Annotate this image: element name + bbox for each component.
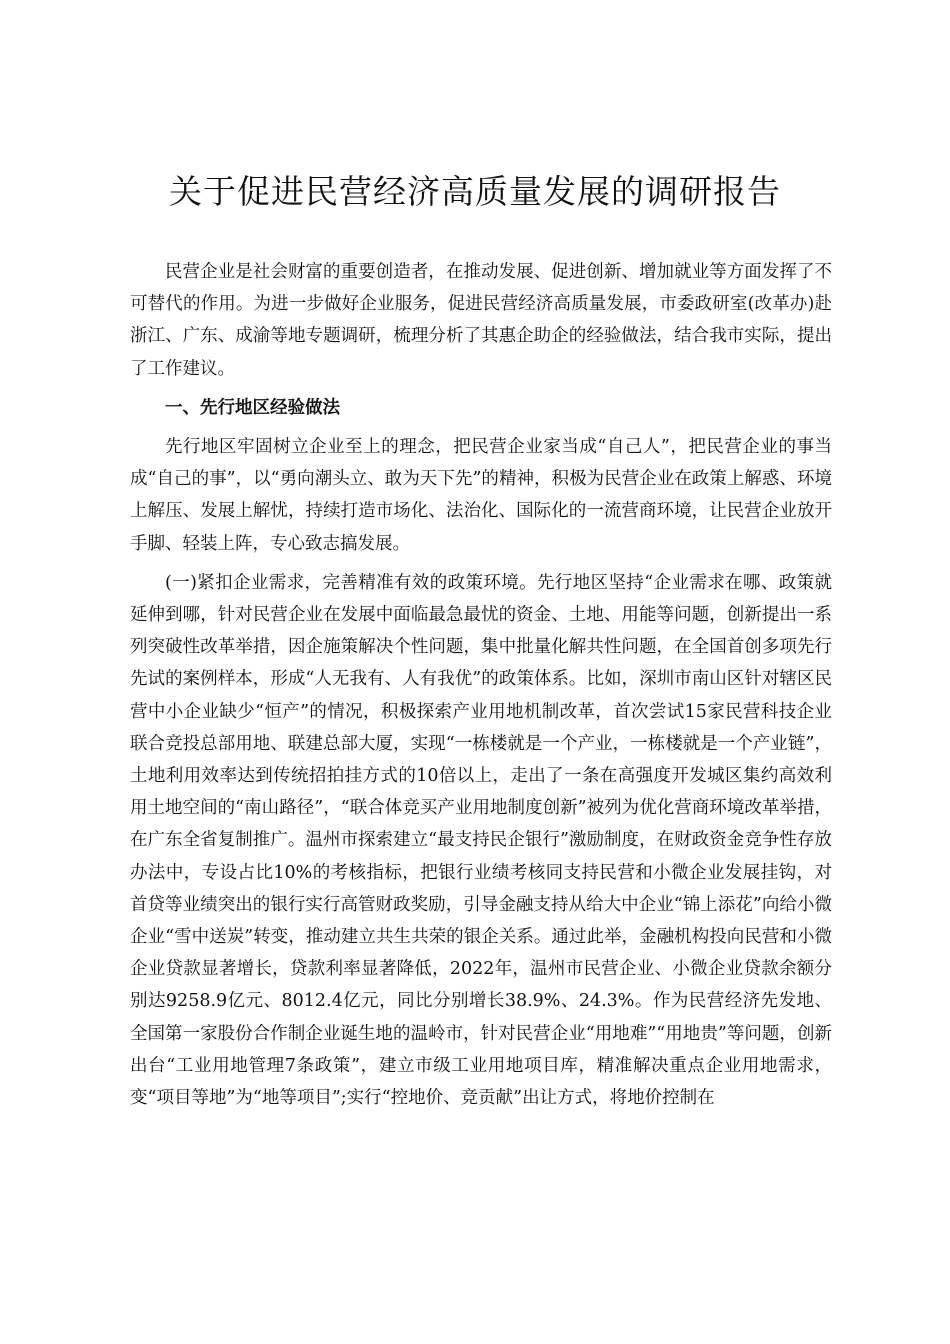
section-1-paragraph-2: (一)紧扣企业需求，完善精准有效的政策环境。先行地区坚持“企业需求在哪、政策就延伸到哪，针对民营企业在发展中面临最急最忧的资金、土地、用能等问题，创新提出一系列突破性改革举措，因企施策解决个性问题，集中批量化解共性问题，在全国首创多项先行先试的案例样本，形成“人无我有、人有我优”的政策体系。比如，深圳市南山区针对辖区民营中小企业缺少“恒产”的情况，积极探索产业用地机制改革，首次尝试15家民营科技企业联合竞投总部用地、联建总部大厦，实现“一栋楼就是一个产业，一栋楼就是一个产业链”，土地利用效率达到传统招拍挂方式的10倍以上，走出了一条在高强度开发城区集约高效利用土地空间的“南山路径”，“联合体竞买产业用地制度创新”被列为优化营商环境改革举措，在广东全省复制推广。温州市探索建立“最支持民企银行”激励制度，在财政资金竞争性存放办法中，专设占比10%的考核指标，把银行业绩考核同支持民营和小微企业发展挂钩，对首贷等业绩突出的银行实行高管财政奖励，引导金融支持从给大中企业“锦上添花”向给小微企业“雪中送炭”转变，推动建立共生共荣的银企关系。通过此举，金融机构投向民营和小微企业贷款显著增长，贷款利率显著降低，2022年，温州市民营企业、小微企业贷款余额分别达9258.9亿元、8012.4亿元，同比分别增长38.9%、24.3%。作为民营经济先发地、全国第一家股份合作制企业诞生地的温岭市，针对民营企业“用地难”“用地贵”等问题，创新出台“工业用地管理7条政策”，建立市级工业用地项目库，精准解决重点企业用地需求，变“项目等地”为“地等项目”;实行“控地价、竞贡献”出让方式，将地价控制在 bbox=[130, 572, 832, 1109]
document-body bbox=[130, 256, 832, 1114]
section-1-heading: 一、先行地区经验做法 bbox=[165, 397, 340, 418]
document-title: 关于促进民营经济高质量发展的调研报告 bbox=[169, 172, 781, 211]
section-1-paragraph-1: 先行地区牢固树立企业至上的理念，把民营企业家当成“自己人”，把民营企业的事当成“自己的事”，以“勇向潮头立、敢为天下先”的精神，积极为民营企业在政策上解惑、环境上解压、发展上解忧，持续打造市场化、法治化、国际化的一流营商环境，让民营企业放开手脚、轻装上阵，专心致志搞发展。 bbox=[130, 437, 832, 554]
section-1 bbox=[130, 392, 832, 1114]
intro-paragraph: 民营企业是社会财富的重要创造者，在推动发展、促进创新、增加就业等方面发挥了不可替代的作用。为进一步做好企业服务，促进民营经济高质量发展，市委政研室(改革办)赴浙江、广东、成渝等地专题调研，梳理分析了其惠企助企的经验做法，结合我市实际，提出了工作建议。 bbox=[130, 262, 832, 379]
